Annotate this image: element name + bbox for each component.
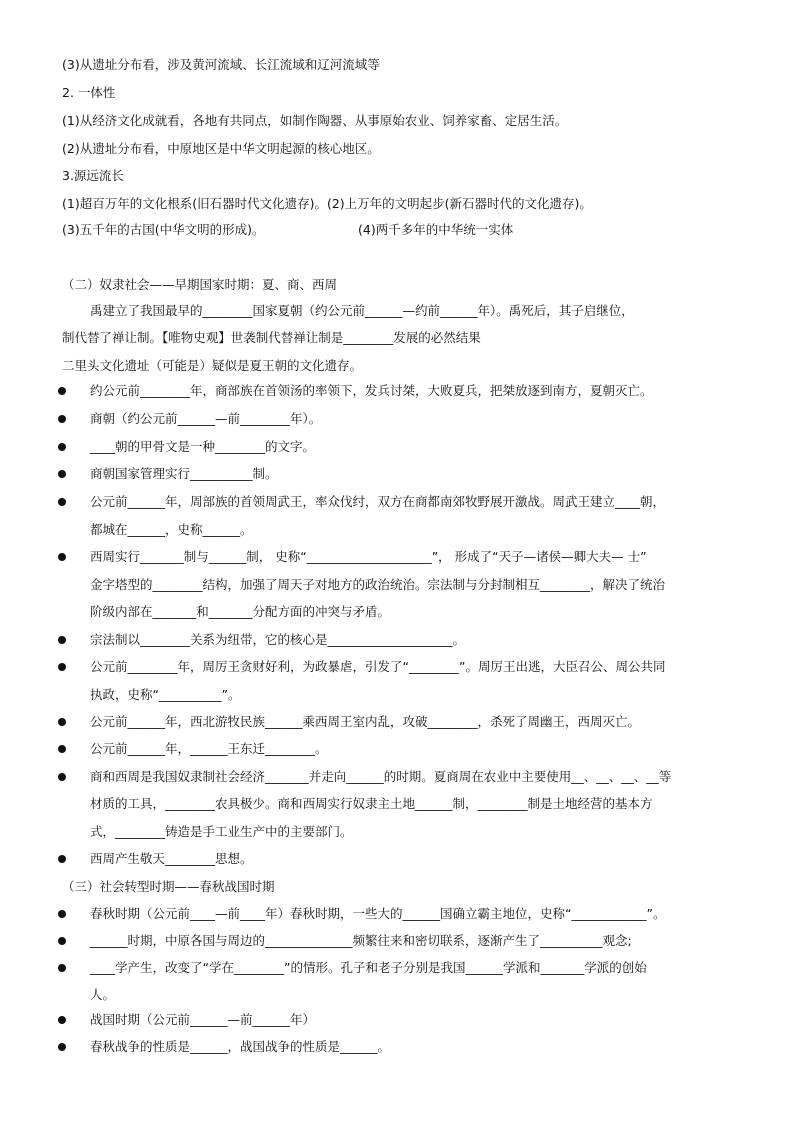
bullet-icon (58, 663, 66, 671)
bullet-icon (58, 636, 66, 644)
list-item: 商朝（约公元前______—前________年）。 (90, 411, 322, 426)
section-heading: （三）社会转型时期——春秋战国时期 (62, 879, 275, 894)
list-item: 商朝国家管理实行__________制。 (90, 466, 278, 481)
bullet-icon (58, 964, 66, 972)
paragraph-line: 二里头文化遗址（可能是）疑似是夏王朝的文化遗存。 (62, 358, 363, 373)
list-item-cont: 都城在______，史称______。 (90, 522, 253, 537)
bullet-icon (58, 443, 66, 451)
list-item: 公元前______年，______王东迁________。 (90, 741, 328, 756)
list-item: ____学产生，改变了“学在________”的情形。孔子和老子分别是我国______学派和_______学派的创始 (90, 960, 647, 975)
list-item: 春秋战争的性质是______，战国战争的性质是______。 (90, 1039, 391, 1054)
bullet-icon (58, 1016, 66, 1024)
section-heading: （二）奴隶社会——早期国家时期：夏、商、西周 (62, 277, 338, 292)
list-item: 公元前______年，周部族的首领周武王，率众伐纣，双方在商都南郊牧野展开激战。周武王建立____朝， (90, 494, 666, 509)
list-item-cont: 人。 (90, 987, 116, 1002)
paragraph-line: 制代替了禅让制。【唯物史观】世袭制代替禅让制是________发展的必然结果 (62, 330, 481, 345)
bullet-icon (58, 855, 66, 863)
bullet-icon (58, 470, 66, 478)
bullet-icon (58, 910, 66, 918)
subheading-long-history: 3.源远流长 (62, 168, 124, 183)
bullet-icon (58, 745, 66, 753)
list-item-cont: 式，________铸造是手工业生产中的主要部门。 (90, 824, 353, 839)
bullet-icon (58, 718, 66, 726)
text-line: (1)从经济文化成就看，各地有共同点，如制作陶器、从事原始农业、饲养家畜、定居生活。 (62, 113, 568, 128)
list-item: 公元前______年，西北游牧民族______乘西周王室内乱，攻破________，杀死了周幽王，西周灭亡。 (90, 714, 641, 729)
paragraph-line: 禹建立了我国最早的________国家夏朝（约公元前______—约前______年）。禹死后，其子启继位， (90, 303, 634, 318)
text-line: (1)超百万年的文化根系(旧石器时代文化遗存)。(2)上万年的文明起步(新石器时代的文化遗存)。 (62, 196, 592, 211)
list-item-cont: 材质的工具，________农具极少。商和西周实行奴隶主土地______制，________制是土地经营的基本方 (90, 796, 653, 811)
bullet-icon (58, 415, 66, 423)
list-item: 宗法制以________关系为纽带，它的核心是____________________。 (90, 632, 466, 647)
list-item: 春秋时期（公元前____—前____年）春秋时期，一些大的______国确立霸主地位，史称“____________”。 (90, 906, 666, 921)
list-item-cont: 阶级内部在_______和_______分配方面的冲突与矛盾。 (90, 604, 391, 619)
list-item: 西周实行_______制与______制， 史称“____________________”， 形成了“天子—诸侯—卿大夫— 士” (90, 549, 647, 564)
list-item: 商和西周是我国奴隶制社会经济_______并走向______的时期。夏商周在农业中主要使用__、__、__、__等 (90, 769, 672, 784)
text-line: (2)从遗址分布看，中原地区是中华文明起源的核心地区。 (62, 141, 380, 156)
list-item: 西周产生敬天________思想。 (90, 851, 253, 866)
bullet-icon (58, 387, 66, 395)
list-item: 约公元前________年，商部族在首领汤的率领下，发兵讨桀，大败夏兵，把桀放逐到南方，夏朝灭亡。 (90, 383, 653, 398)
text-line: (3)五千年的古国(中华文明的形成)。 (62, 222, 265, 237)
list-item: ____朝的甲骨文是一种________的文字。 (90, 439, 316, 454)
bullet-icon (58, 1043, 66, 1051)
bullet-icon (58, 773, 66, 781)
text-line: (4)两千多年的中华统一实体 (358, 222, 514, 237)
list-item: 战国时期（公元前______—前______年） (90, 1012, 316, 1027)
subheading-unity: 2. 一体性 (62, 85, 116, 100)
list-item: ______时期，中原各国与周边的______________频繁往来和密切联系，逐渐产生了__________观念; (90, 933, 632, 948)
bullet-icon (58, 498, 66, 506)
bullet-icon (58, 553, 66, 561)
text-line: (3)从遗址分布看，涉及黄河流域、长江流域和辽河流域等 (62, 57, 380, 72)
list-item-cont: 执政，史称“__________”。 (90, 687, 241, 702)
list-item: 公元前________年，周厉王贪财好利，为政暴虐，引发了“________”。周厉王出逃，大臣召公、周公共同 (90, 659, 666, 674)
bullet-icon (58, 937, 66, 945)
list-item-cont: 金字塔型的________结构，加强了周天子对地方的政治统治。宗法制与分封制相互________，解决了统治 (90, 577, 666, 592)
